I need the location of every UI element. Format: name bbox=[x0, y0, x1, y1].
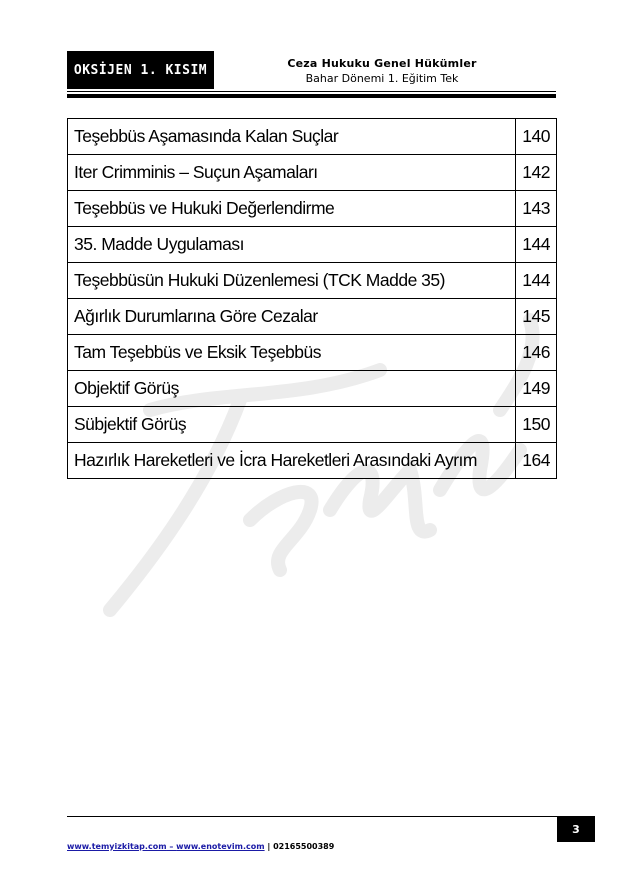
toc-entry-title: Iter Crimminis – Suçun Aşamaları bbox=[68, 155, 516, 191]
toc-entry-title: Teşebbüs Aşamasında Kalan Suçlar bbox=[68, 119, 516, 155]
footer-link-separator: – bbox=[166, 842, 177, 851]
toc-row bbox=[68, 119, 557, 155]
toc-entry-page: 164 bbox=[516, 443, 557, 479]
table-of-contents bbox=[67, 118, 557, 479]
toc-row bbox=[68, 443, 557, 479]
toc-row bbox=[68, 407, 557, 443]
toc-entry-title: Sübjektif Görüş bbox=[68, 407, 516, 443]
footer-divider bbox=[67, 816, 557, 817]
footer-link-enotevim[interactable]: www.enotevim.com bbox=[176, 842, 265, 851]
toc-entry-page: 145 bbox=[516, 299, 557, 335]
footer-link-temyizkitap[interactable]: www.temyizkitap.com bbox=[67, 842, 167, 851]
toc-entry-page: 140 bbox=[516, 119, 557, 155]
toc-row bbox=[68, 263, 557, 299]
header-divider-thick bbox=[67, 94, 556, 98]
toc-entry-title: 35. Madde Uygulaması bbox=[68, 227, 516, 263]
header-badge: OKSİJEN 1. KISIM bbox=[67, 51, 214, 89]
footer-phone: | 02165500389 bbox=[264, 842, 335, 851]
toc-row bbox=[68, 371, 557, 407]
toc-row bbox=[68, 335, 557, 371]
toc-entry-page: 142 bbox=[516, 155, 557, 191]
toc-entry-page: 146 bbox=[516, 335, 557, 371]
toc-entry-title: Ağırlık Durumlarına Göre Cezalar bbox=[68, 299, 516, 335]
toc-entry-page: 150 bbox=[516, 407, 557, 443]
toc-entry-title: Teşebbüsün Hukuki Düzenlemesi (TCK Madde 35) bbox=[68, 263, 516, 299]
toc-entry-title: Tam Teşebbüs ve Eksik Teşebbüs bbox=[68, 335, 516, 371]
toc-row bbox=[68, 299, 557, 335]
header-subtitle: Bahar Dönemi 1. Eğitim Tek bbox=[305, 72, 459, 85]
header-divider-thin bbox=[67, 91, 556, 92]
toc-entry-page: 144 bbox=[516, 227, 557, 263]
toc-entry-page: 143 bbox=[516, 191, 557, 227]
header-title: Ceza Hukuku Genel Hükümler bbox=[287, 57, 477, 70]
toc-entry-title: Hazırlık Hareketleri ve İcra Hareketleri Arasındaki Ayrım bbox=[68, 443, 516, 479]
toc-entry-page: 149 bbox=[516, 371, 557, 407]
toc-row bbox=[68, 191, 557, 227]
page-number: 3 bbox=[557, 816, 595, 842]
footer-contact bbox=[67, 842, 334, 851]
toc-entry-title: Teşebbüs ve Hukuki Değerlendirme bbox=[68, 191, 516, 227]
toc-row bbox=[68, 155, 557, 191]
toc-row bbox=[68, 227, 557, 263]
toc-entry-page: 144 bbox=[516, 263, 557, 299]
toc-entry-title: Objektif Görüş bbox=[68, 371, 516, 407]
